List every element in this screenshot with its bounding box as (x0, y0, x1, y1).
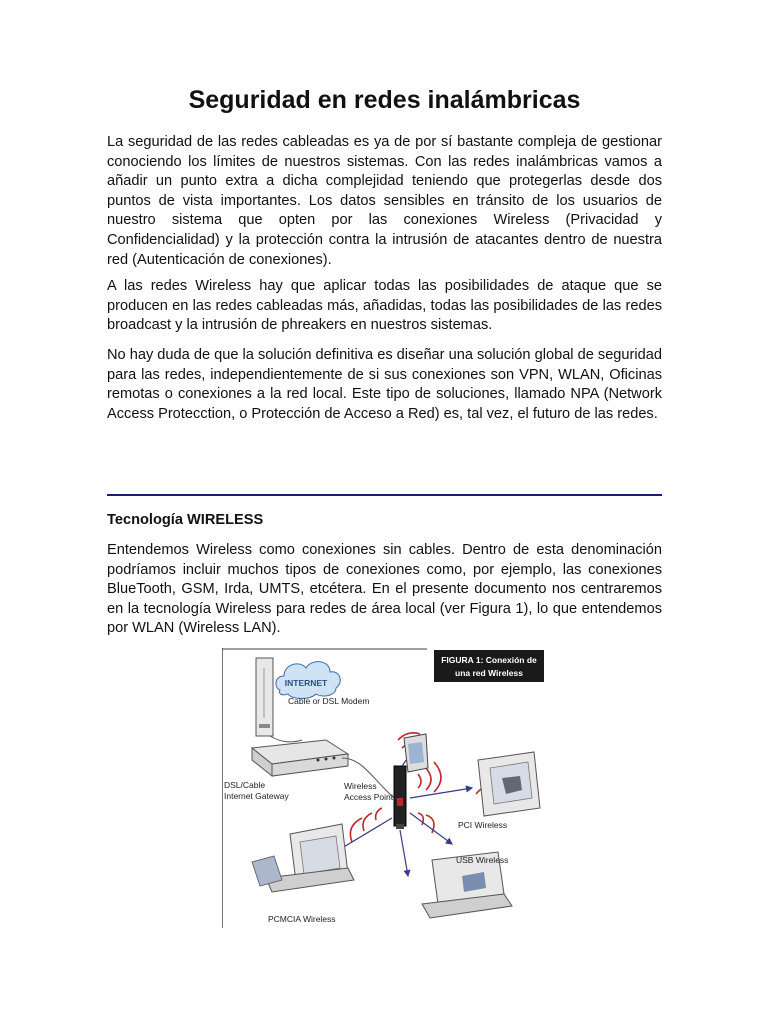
page-title: Seguridad en redes inalámbricas (188, 86, 581, 114)
caption-line-2: una red Wireless (455, 668, 523, 678)
modem-icon (256, 658, 273, 736)
internet-label: INTERNET (284, 678, 328, 688)
pcmcia-label: PCMCIA Wireless (268, 914, 336, 924)
gateway-label-1: DSL/Cable (224, 780, 266, 790)
wireless-network-figure (222, 648, 547, 928)
network-diagram (222, 648, 547, 928)
section-heading: Tecnología WIRELESS (107, 512, 264, 528)
wireless-device-icon (404, 734, 428, 772)
pcmcia-laptop-icon (252, 824, 354, 892)
modem-label: Cable or DSL Modem (288, 696, 370, 706)
gateway-label-2: Internet Gateway (224, 791, 289, 801)
usb-label: USB Wireless (456, 855, 509, 865)
internet-cloud-icon (276, 662, 340, 699)
wireless-definition-paragraph: Entendemos Wireless como conexiones sin cables. Dentro de esta denominación podríamos incluir muchos tipos de conexiones como, por ejemplo, las conexiones BlueTooth, GSM, Irda, UMTS, etcétera. En el presente documento nos centraremos en la tecnología Wireless para redes de área local (ver Figura 1), lo que entendemos por WLAN (Wireless LAN). (107, 542, 662, 637)
figure-caption (434, 650, 544, 682)
ap-label-1: Wireless (344, 781, 377, 791)
pci-desktop-icon (478, 752, 540, 816)
section-divider (107, 494, 662, 496)
gateway-router-icon (252, 740, 348, 776)
wireless-attacks-paragraph: A las redes Wireless hay que aplicar todas las posibilidades de ataque que se producen en las redes cableadas más, añadidas, todas las posibilidades de las redes broadcast y la intrusión de phreakers en nuestros sistemas. (107, 278, 662, 334)
ap-label-2: Access Point (344, 792, 394, 802)
intro-paragraph: La seguridad de las redes cableadas es ya de por sí bastante compleja de gestionar conociendo los límites de nuestros sistemas. Con las redes inalámbricas vamos a añadir un punto extra a dicha complejidad teniendo que protegerlas desde dos puntos de vista importantes. Los datos sensibles en tránsito de los usuarios de nuestro sistema que opten por las conexiones Wireless (Privacidad y Confidencialidad) y la protección contra la intrusión de atacantes dentro de nuestra red (Autenticación de conexiones). (107, 134, 662, 268)
caption-line-1: FIGURA 1: Conexión de (441, 655, 537, 665)
access-point-icon (394, 766, 406, 829)
pci-label: PCI Wireless (458, 820, 508, 830)
npa-paragraph: No hay duda de que la solución definitiva es diseñar una solución global de seguridad para las redes, independientemente de si sus conexiones son VPN, WLAN, Oficinas remotas o conexiones a la red local. Este tipo de soluciones, llamado NPA (Network Access Protecction, o Protección de Acceso a Red) es, tal vez, el futuro de las redes. (107, 347, 662, 422)
